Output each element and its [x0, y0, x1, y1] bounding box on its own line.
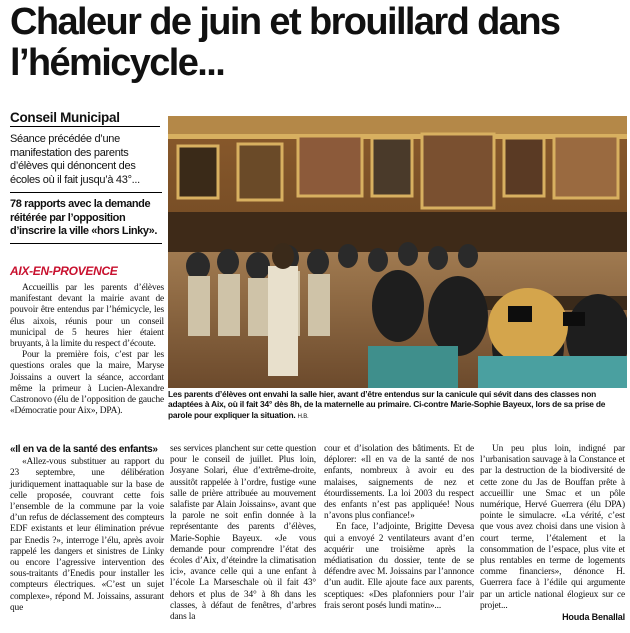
paragraph: «Allez-vous substituer au rapport du 23 septembre, une délibération juridiquement inattaquable sur la base de celle proposée, couvrant cette fois l’ensemble de la commune par la voie d’un refus de déclassement des compteurs EDF existants et leur élimination prévue par Enedis ?», interroge l’élu, après avoir rappelé les dangers et sinistres de Linky ou encore l’agressive intervention des sous-traitants d’Enedis pour installer les compteurs électriques. «C’est un sujet complexe», répond M. Joissains, assurant que: [10, 457, 164, 613]
subheading: «Il en va de la santé des enfants»: [10, 444, 158, 455]
photo-credit: H.B.: [297, 413, 309, 420]
headline: Chaleur de juin et brouillard dans l’hémicycle...: [10, 1, 560, 84]
section-label: Conseil Municipal: [10, 110, 160, 127]
body-column-c: [324, 444, 474, 612]
body-column-d: [480, 444, 625, 623]
paragraph: Accueillis par les parents d’élèves manifestant devant la mairie avant de pouvoir être entendus par l’hémicycle, les élus aixois, réunis pour un conseil municipal de 5 heures hier étaient bruyants, à la limite du respect d’écoute.: [10, 283, 164, 350]
photo-illustration: [168, 116, 627, 388]
city-dateline: AIX-EN-PROVENCE: [10, 264, 118, 278]
caption-text: Les parents d’élèves ont envahi la salle hier, avant d’être entendus sur la canicule qui sévit dans des classes non adaptées à Aix, où il fait 34° dès 8h, de la maternelle au primaire. Ci-contre Marie-Sophie Bayeux, lors de sa prise de parole pour expliquer la situation.: [168, 389, 606, 420]
body-column-a: [10, 444, 164, 614]
paragraph: ses services planchent sur cette question pour le conseil de juillet. Plus loin, Josyane Solari, élue d’extrême-droite, aussitôt rappelée à l’ordre, fustige «une salle de prière attribuée au mouvement salafiste par Alain Joissains», avant que la parole ne soit enfin donnée à la représentante des parents d’élèves, Marie-Sophie Bayeux. «Je vous demande pour comprendre l’état des écoles d’Aix, d’éteindre la climatisation ici», avance celle qui a une enfant à l’école La Marseschale où il fait 43° dehors et plus de 34° à 8h dans les classes, à défaut de fenêtres, d’arbres dans la: [170, 444, 316, 623]
paragraph: Pour la première fois, c’est par les questions orales que la maire, Maryse Joissains a ouvert la séance, accordant même la primeur à Lucien-Alexandre Castronovo (élu de l’opposition de gauche «Démocratie pour Aix», DPA).: [10, 350, 164, 417]
body-column-b: [170, 444, 316, 623]
intro-summary-2: 78 rapports avec la demande réitérée par l’opposition d’inscrire la ville «hors Linky».: [10, 198, 162, 244]
paragraph: Un peu plus loin, indigné par l’urbanisation sauvage à la Constance et par la destruction de la biodiversité de cette zone du Jas de Bouffan prête à accueillir une Smac et un pôle numérique, Hervé Guerrera (élu DPA) pointe le simulacre. «La vérité, c’est que vous avez choisi dans une vision à court terme, l’étalement et la consommation de l’espace, plus vite et plus rentables en terme de logements comme financiers», dénonce H. Guerrera face à l’édile qui argumente par un article national élogieux sur ce projet...: [480, 444, 625, 611]
body-column-1: [10, 283, 164, 417]
author-signature: Houda Benallal: [562, 612, 625, 623]
council-chamber-photo: [168, 116, 627, 388]
paragraph: En face, l’adjointe, Brigitte Devesa qui a envoyé 2 ventilateurs avant d’en acquérir une troisième après la médiatisation du dossier, tente de se défendre avec M. Joissains par l’annonce d’un audit. Elle ajoute face aux parents, sceptiques: «Des plafonniers pour l’air frais seront posés lundi matin»...: [324, 522, 474, 611]
paragraph: cour et d’isolation des bâtiments. Et de déplorer: «Il en va de la santé de nos enfants, nombreux à avoir eu des malaises, saignements de nez et étourdissements. La loi 2003 du respect des enfants n’est pas appliquée! Nous n’avons plus confiance!»: [324, 444, 474, 522]
photo-caption: [168, 389, 627, 422]
intro-summary: Séance précédée d’une manifestation des parents d’élèves qui dénoncent des écoles où il fait jusqu’à 43°...: [10, 133, 162, 193]
